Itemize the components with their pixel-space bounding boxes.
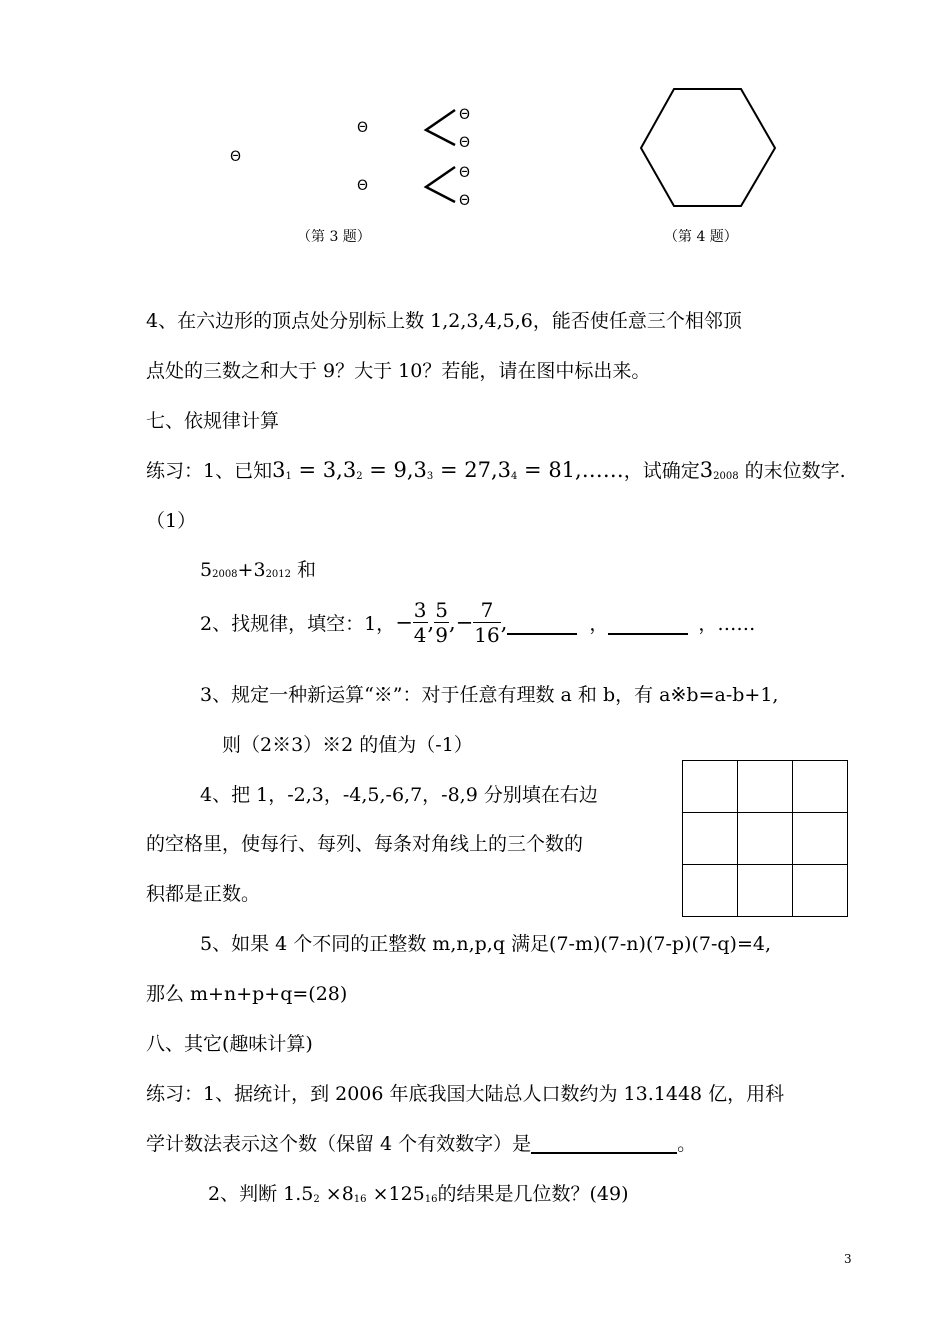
ex5-line-1: 5、如果 4 个不同的正整数 m,n,p,q 满足(7-m)(7-n)(7-p)(7-q)=4, — [200, 933, 771, 955]
section-8-heading: 八、其它(趣味计算) — [146, 1033, 313, 1055]
ex1-base: 3 — [699, 458, 714, 482]
magic-square-grid — [682, 760, 848, 917]
blank-answer-2[interactable] — [608, 611, 688, 635]
ex4-line-1: 4、把 1，-2,3，-4,5,-6,7，-8,9 分别填在右边 — [200, 784, 598, 806]
grid-cell[interactable] — [738, 865, 793, 917]
grid-cell[interactable] — [738, 813, 793, 865]
theta-symbol: Θ — [230, 149, 242, 165]
fraction-7-16: $\frac{7}{16}$ — [474, 598, 500, 647]
grid-cell[interactable] — [793, 761, 848, 813]
hexagon-shape — [638, 86, 778, 210]
grid-cell[interactable] — [738, 761, 793, 813]
ex1-base-sub: 2008 — [713, 471, 739, 482]
theta-symbol: Θ — [357, 178, 369, 194]
grid-cell[interactable] — [683, 761, 738, 813]
section-8-ex2: 2、判断 $1.5_2 \times 8_{16} \times 125_{16}$的结果是几位数？(49) — [208, 1183, 629, 1205]
figure-3-caption: （第 3 题） — [297, 229, 371, 245]
fraction-3-4: $\frac{3}{4}$ — [413, 598, 427, 647]
ex1b-expression: 52008+32012 和 — [200, 559, 317, 581]
q4-line-1: 4、在六边形的顶点处分别标上数 1,2,3,4,5,6，能否使任意三个相邻顶 — [146, 310, 742, 332]
page-number: 3 — [844, 1252, 852, 1266]
section-7-exercise-1 — [146, 456, 846, 483]
ex1-suffix: 的末位数字. — [738, 460, 846, 482]
section-7-heading: 七、依规律计算 — [146, 410, 280, 432]
ex5-line-2: 那么 m+n+p+q=(28) — [146, 983, 348, 1005]
grid-cell[interactable] — [793, 865, 848, 917]
ex2-prefix: 2、找规律，填空：1， — [200, 613, 396, 635]
fraction-5-9: $\frac{5}{9}$ — [435, 598, 448, 647]
blank-answer-scientific[interactable] — [531, 1132, 677, 1154]
figure-4-caption: （第 4 题） — [664, 229, 738, 245]
grid-cell[interactable] — [683, 865, 738, 917]
section-7-exercise-2: 2、找规律，填空：1，− $\frac{3}{4}$ , $\frac{5}{9}$ ,− $\frac{7}{16}$ , ， ，…… — [200, 598, 756, 647]
grid-cell[interactable] — [683, 813, 738, 865]
ex1-mid: ，试确定 — [623, 460, 700, 482]
ex1-prefix: 练习：1、已知 — [146, 460, 273, 482]
ex4-line-3: 积都是正数。 — [146, 883, 261, 905]
tree-branches — [420, 100, 460, 210]
ex3-line-1: 3、规定一种新运算“※”：对于任意有理数 a 和 b，有 a※b=a-b+1, — [200, 684, 779, 706]
theta-symbol: Θ — [459, 165, 471, 181]
theta-symbol: Θ — [459, 107, 471, 123]
theta-symbol: Θ — [357, 120, 369, 136]
section-8-ex1-line-2: 学计数法表示这个数（保留 4 个有效数字）是 。 — [146, 1133, 697, 1155]
ex1-answer: （1） — [146, 510, 197, 532]
blank-answer-1[interactable] — [507, 611, 577, 635]
ex1-formula: $3_1 = 3,3_2 = 9,3_3 = 27,3_4$ = 81,…… — [272, 458, 624, 482]
theta-symbol: Θ — [459, 135, 471, 151]
grid-cell[interactable] — [793, 813, 848, 865]
section-8-ex1-line-1: 练习：1、据统计，到 2006 年底我国大陆总人口数约为 13.1448 亿，用科 — [146, 1083, 785, 1105]
ex3-line-2: 则（2※3）※2 的值为（-1） — [222, 734, 473, 756]
ex4-line-2: 的空格里，使每行、每列、每条对角线上的三个数的 — [146, 833, 584, 855]
theta-symbol: Θ — [459, 193, 471, 209]
q4-line-2: 点处的三数之和大于 9？大于 10？若能，请在图中标出来。 — [146, 360, 651, 382]
